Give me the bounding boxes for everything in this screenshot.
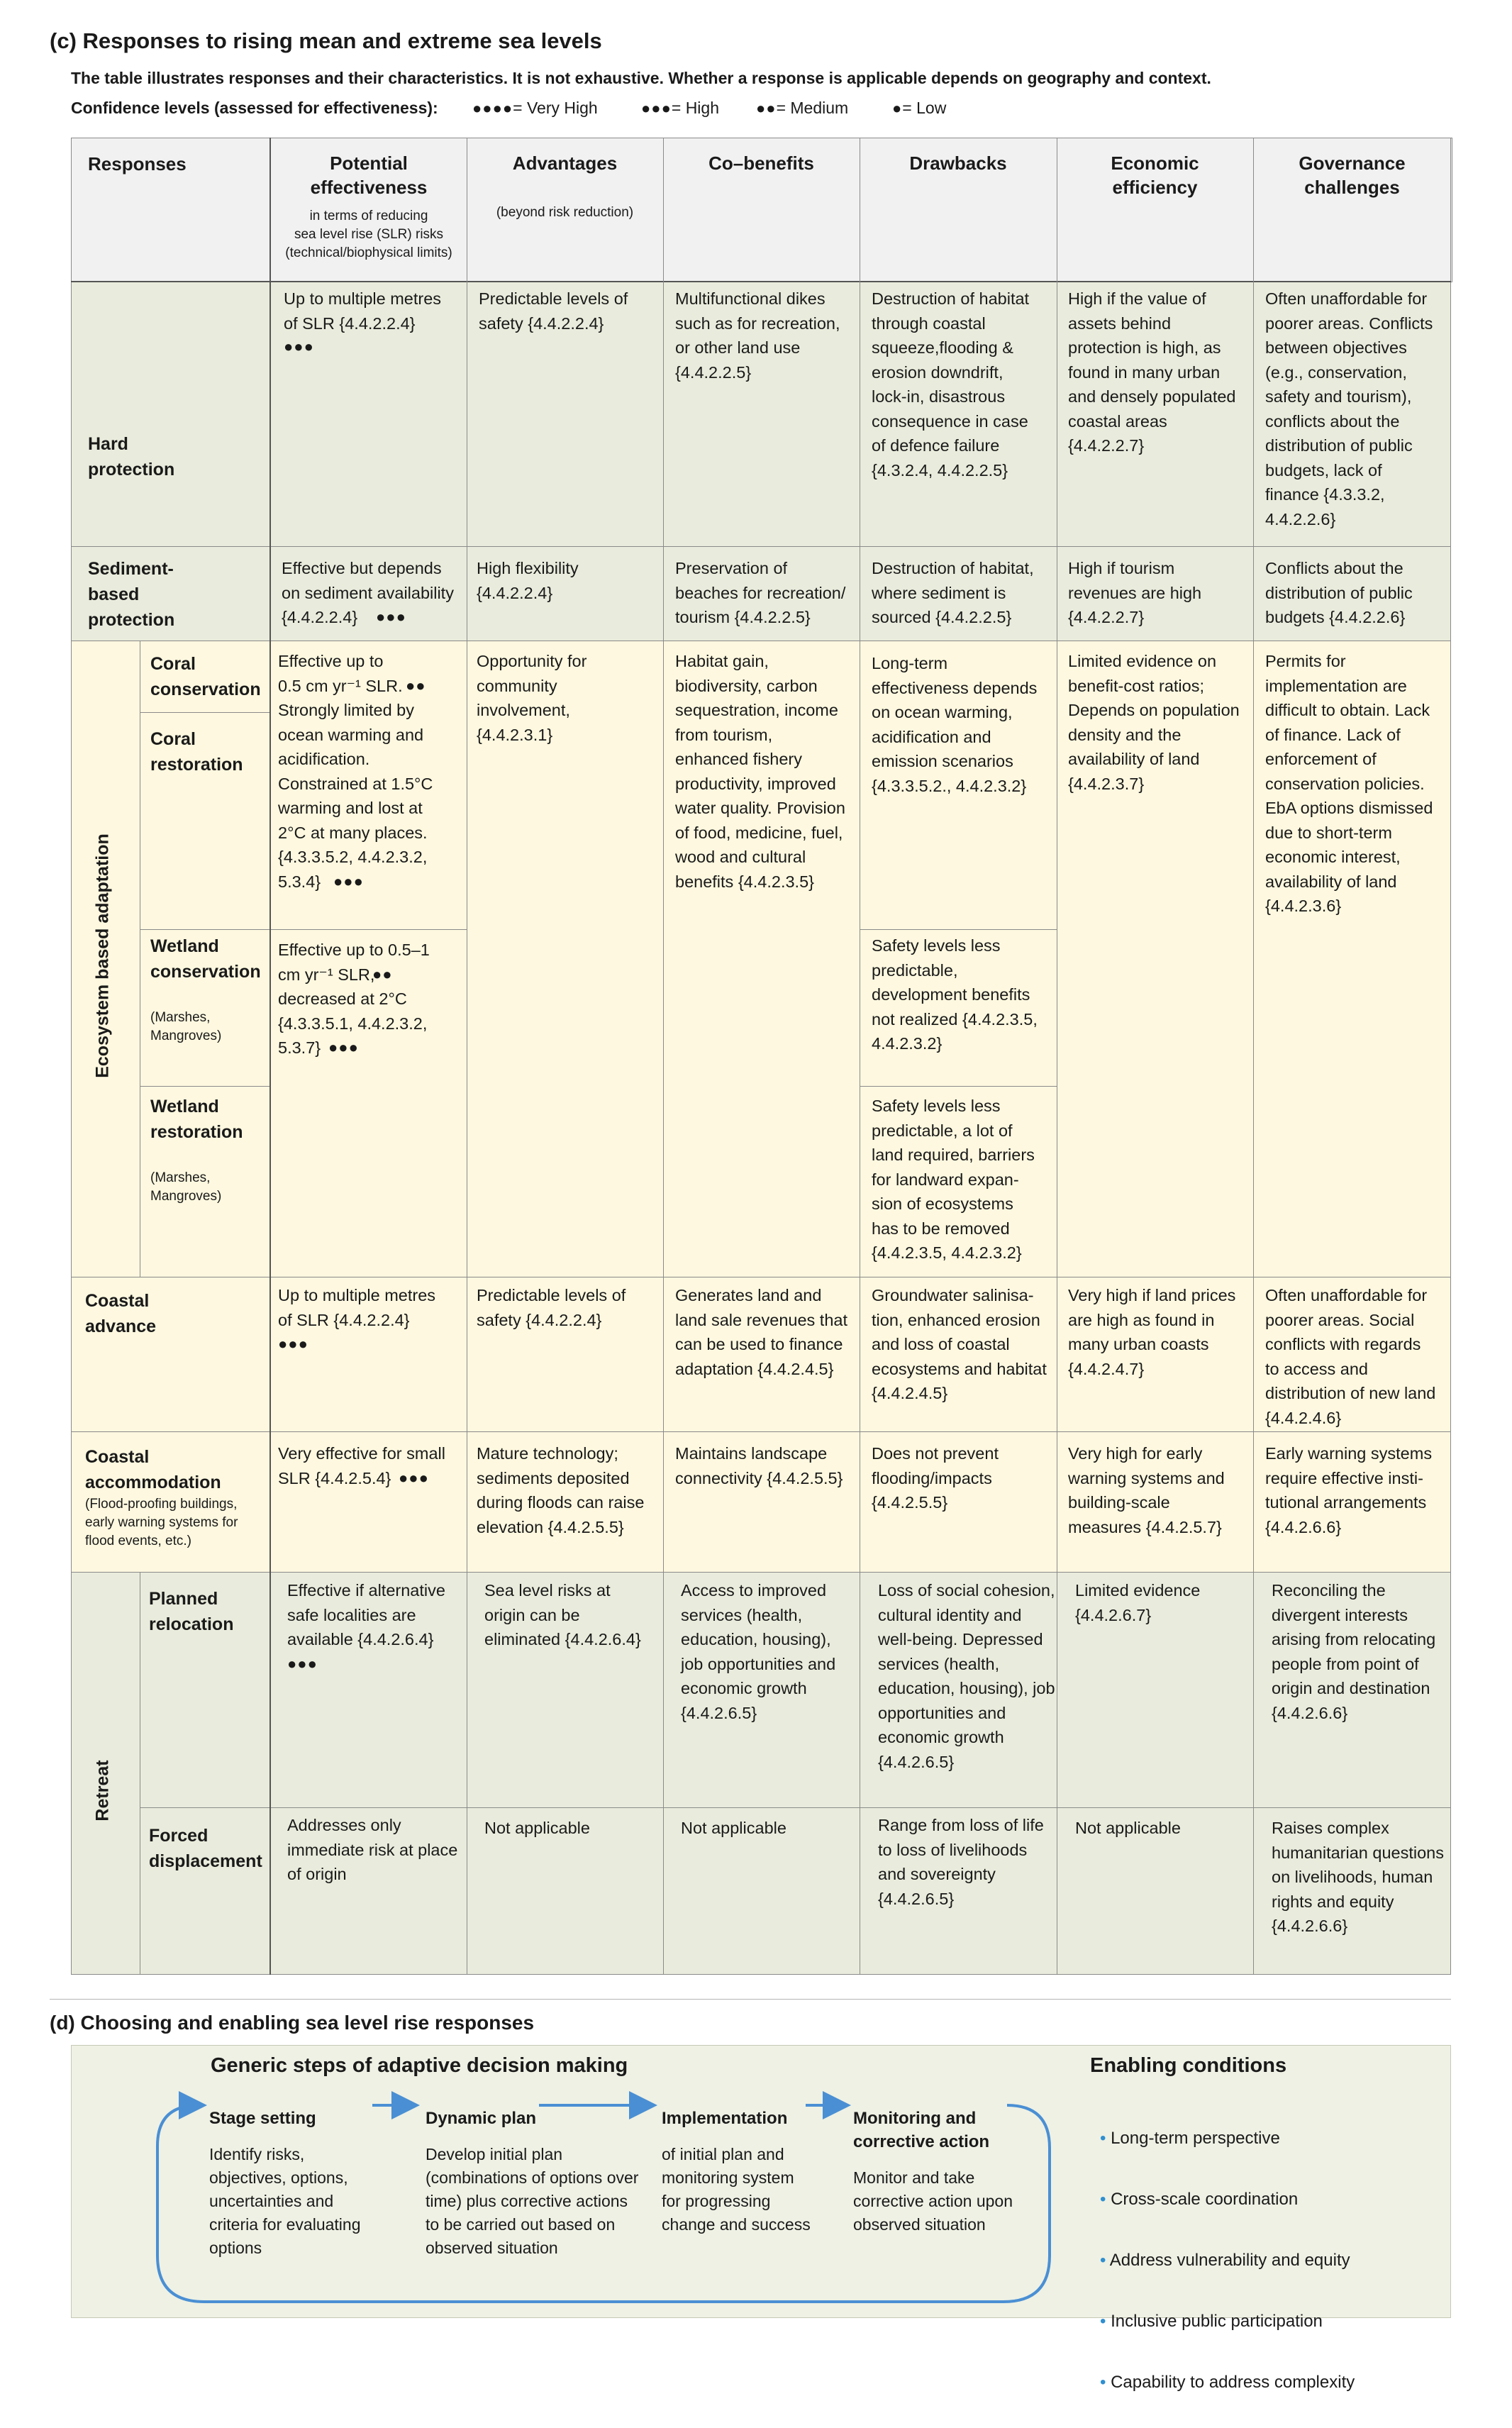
step-monitoring: Monitoring and corrective action Monitor and take corrective action upon observed situation bbox=[853, 2109, 1013, 2234]
legend-medium: ●●= Medium bbox=[756, 99, 849, 117]
eba-cobenefits: Habitat gain, biodiversity, carbon sequestration, income from tourism, enhanced fishery productivity, improved water quality. Provision of food, medicine, fuel, wood and cultural benefits {4.4.2.3.5} bbox=[675, 652, 845, 891]
step-stage-setting: Stage setting Identify risks, objectives, options, uncertainties and criteria for evaluating options bbox=[209, 2109, 361, 2257]
accommodation-governance: Early warning systems require effective insti- tutional arrangements {4.4.2.6.6} bbox=[1265, 1444, 1433, 1536]
wetland-restoration-note: (Marshes, Mangroves) bbox=[150, 1170, 222, 1204]
header-economic: Economic efficiency bbox=[1111, 153, 1199, 198]
accommodation-note: (Flood-proofing buildings, early warning systems for flood events, etc.) bbox=[85, 1497, 238, 1548]
confidence-label: Confidence levels (assessed for effectiveness): bbox=[71, 99, 438, 117]
enabling-conditions-list bbox=[1090, 2092, 1355, 2428]
planned-advantages: Sea level risks at origin can be eliminated {4.4.2.6.4} bbox=[484, 1581, 641, 1648]
advance-drawbacks: Groundwater salinisa- tion, enhanced erosion and loss of coastal ecosystems and habitat {4.4.2.4.5} bbox=[872, 1286, 1047, 1402]
row-label-coral-restoration: Coral restoration bbox=[150, 729, 243, 775]
accommodation-advantages: Mature technology; sediments deposited during floods can raise elevation {4.4.2.5.5} bbox=[477, 1444, 645, 1536]
wetland-confidence-b: ●●● bbox=[328, 1038, 359, 1056]
advance-cobenefits: Generates land and land sale revenues that can be used to finance adaptation {4.4.2.4.5} bbox=[675, 1286, 847, 1378]
row-label-planned-relocation: Planned relocation bbox=[149, 1589, 234, 1634]
header-cobenefits: Co–benefits bbox=[708, 153, 814, 174]
planned-drawbacks: Loss of social cohesion, cultural identity and well-being. Depressed services (health, education, housing), job opportunities and economic growth {4.4.2.6.5} bbox=[878, 1581, 1055, 1771]
enabling-item: • Address vulnerability and equity bbox=[1100, 2251, 1350, 2270]
sediment-governance: Conflicts about the distribution of public budgets {4.4.2.2.6} bbox=[1265, 559, 1413, 626]
row-label-coral-conservation: Coral conservation bbox=[150, 654, 261, 699]
advance-economic: Very high if land prices are high as found in many urban coasts {4.4.2.4.7} bbox=[1068, 1286, 1236, 1378]
row-label-wetland-restoration: Wetland restoration bbox=[150, 1097, 243, 1142]
forced-economic: Not applicable bbox=[1075, 1819, 1181, 1837]
forced-drawbacks: Range from loss of life to loss of livelihoods and sovereignty {4.4.2.6.5} bbox=[878, 1816, 1044, 1908]
enabling-item: • Capability to address complexity bbox=[1100, 2373, 1355, 2392]
planned-governance: Reconciling the divergent interests arising from relocating people from point of origin and destination {4.4.2.6.6} bbox=[1272, 1581, 1436, 1722]
enabling-heading: Enabling conditions bbox=[1090, 2054, 1287, 2077]
coral-effectiveness-detail: Strongly limited by ocean warming and acidification. Constrained at 1.5°C warming and lost at 2°C at many places. {4.3.3.5.2, 4.4.2.3.2, 5.3.4} bbox=[278, 701, 433, 891]
planned-confidence: ●●● bbox=[287, 1655, 318, 1673]
hard-governance: Often unaffordable for poorer areas. Conflicts between objectives (e.g., conservation, safety and tourism), conflicts about the distribution of public budgets, lack of finance {4.3.3.2, 4.4.2.2.6} bbox=[1265, 289, 1433, 528]
steps-heading: Generic steps of adaptive decision making bbox=[211, 2054, 628, 2077]
row-label-forced-displacement: Forced displacement bbox=[149, 1826, 262, 1871]
section-c-intro: The table illustrates responses and their characteristics. It is not exhaustive. Whether a response is applicable depends on geography and context. bbox=[71, 69, 1211, 87]
row-label-coastal-accommodation: Coastal accommodation bbox=[85, 1447, 221, 1492]
planned-effectiveness: Effective if alternative safe localities are available {4.4.2.6.4} bbox=[287, 1581, 445, 1648]
row-label-wetland-conservation: Wetland conservation bbox=[150, 936, 261, 982]
coral-effectiveness: Effective up to 0.5 cm yr⁻¹ SLR. bbox=[278, 652, 403, 695]
sediment-advantages: High flexibility {4.4.2.2.4} bbox=[477, 559, 579, 602]
eba-economic: Limited evidence on benefit-cost ratios; Depends on population density and the availability of land {4.4.2.3.7} bbox=[1068, 652, 1240, 793]
enabling-item: • Cross-scale coordination bbox=[1100, 2190, 1299, 2209]
coral-confidence-a: ●● bbox=[406, 677, 426, 694]
forced-cobenefits: Not applicable bbox=[681, 1819, 786, 1837]
section-c-title: (c) Responses to rising mean and extreme sea levels bbox=[50, 28, 602, 53]
planned-economic: Limited evidence {4.4.2.6.7} bbox=[1075, 1581, 1201, 1624]
sediment-effectiveness: Effective but depends on sediment availability {4.4.2.2.4} bbox=[282, 559, 454, 626]
planned-cobenefits: Access to improved services (health, education, housing), job opportunities and economic growth {4.4.2.6.5} bbox=[681, 1581, 836, 1722]
wetland-effectiveness: Effective up to 0.5–1 cm yr⁻¹ SLR, bbox=[278, 941, 430, 984]
forced-governance: Raises complex humanitarian questions on livelihoods, human rights and equity {4.4.2.6.6} bbox=[1272, 1819, 1444, 1935]
wetland-effectiveness-detail: decreased at 2°C {4.3.3.5.1, 4.4.2.3.2, 5.3.7} bbox=[278, 990, 428, 1057]
enabling-item: • Long-term perspective bbox=[1100, 2129, 1280, 2148]
hard-advantages: Predictable levels of safety {4.4.2.2.4} bbox=[479, 289, 628, 333]
wetland-confidence-a: ●● bbox=[372, 965, 393, 983]
row-label-hard-protection: Hard protection bbox=[88, 434, 175, 479]
group-label-retreat: Retreat bbox=[92, 1760, 113, 1822]
advance-governance: Often unaffordable for poorer areas. Social conflicts with regards to access and distribution of new land {4.4.2.4.6} bbox=[1265, 1286, 1436, 1427]
coral-drawbacks: Long-term effectiveness depends on ocean warming, acidification and emission scenarios {4.3.3.5.2., 4.4.2.3.2} bbox=[872, 654, 1038, 795]
wetland-restoration-drawbacks: Safety levels less predictable, a lot of land required, barriers for landward expan- sion of ecosystems has to be removed {4.4.2.3.5, 4.4.2.3.2} bbox=[872, 1097, 1035, 1262]
advance-advantages: Predictable levels of safety {4.4.2.2.4} bbox=[477, 1286, 626, 1329]
accommodation-drawbacks: Does not prevent flooding/impacts {4.4.2.5.5} bbox=[872, 1444, 999, 1512]
sediment-drawbacks: Destruction of habitat, where sediment is sourced {4.4.2.2.5} bbox=[872, 559, 1034, 626]
step-dynamic-plan: Dynamic plan Develop initial plan (combinations of options over time) plus corrective actions to be carried out based on observed situation bbox=[426, 2109, 639, 2257]
sediment-confidence: ●●● bbox=[376, 608, 406, 626]
enabling-item: • Inclusive public participation bbox=[1100, 2312, 1323, 2331]
sediment-cobenefits: Preservation of beaches for recreation/ tourism {4.4.2.2.5} bbox=[675, 559, 846, 626]
eba-governance: Permits for implementation are difficult to obtain. Lack of finance. Lack of enforcement of conservation policies. EbA options dismissed due to short-term economic interest, availability of land {4.4.2.3.6} bbox=[1265, 652, 1433, 915]
advance-effectiveness: Up to multiple metres of SLR {4.4.2.2.4} bbox=[278, 1286, 436, 1329]
header-drawbacks: Drawbacks bbox=[909, 153, 1007, 174]
wetland-conservation-drawbacks: Safety levels less predictable, development benefits not realized {4.4.2.3.5, 4.4.2.3.2} bbox=[872, 936, 1038, 1053]
step-implementation: Implementation of initial plan and monitoring system for progressing change and success bbox=[662, 2109, 811, 2234]
row-label-sediment: Sediment- based protection bbox=[88, 559, 175, 630]
header-governance: Governance challenges bbox=[1299, 153, 1406, 198]
coral-confidence-b: ●●● bbox=[333, 872, 364, 890]
hard-cobenefits: Multifunctional dikes such as for recreation, or other land use {4.4.2.2.5} bbox=[675, 289, 840, 382]
advance-confidence: ●●● bbox=[278, 1335, 308, 1353]
accommodation-economic: Very high for early warning systems and building-scale measures {4.4.2.5.7} bbox=[1068, 1444, 1225, 1536]
legend-low: ●= Low bbox=[892, 99, 947, 117]
header-responses: Responses bbox=[88, 153, 187, 174]
sediment-economic: High if tourism revenues are high {4.4.2.2.7} bbox=[1068, 559, 1202, 626]
group-label-eba: Ecosystem based adaptation bbox=[92, 833, 113, 1078]
forced-effectiveness: Addresses only immediate risk at place of origin bbox=[287, 1816, 458, 1883]
header-effectiveness: Potential effectiveness bbox=[310, 153, 428, 198]
hard-drawbacks: Destruction of habitat through coastal squeeze,flooding & erosion downdrift, lock-in, disastrous consequence in case of defence failure {4.3.2.4, 4.4.2.2.5} bbox=[872, 289, 1030, 479]
row-label-coastal-advance: Coastal advance bbox=[85, 1291, 157, 1336]
eba-advantages: Opportunity for community involvement, {4.4.2.3.1} bbox=[477, 652, 587, 744]
accommodation-confidence: ●●● bbox=[399, 1469, 429, 1487]
header-advantages-sub: (beyond risk reduction) bbox=[496, 205, 634, 220]
accommodation-cobenefits: Maintains landscape connectivity {4.4.2.5.5} bbox=[675, 1444, 843, 1487]
legend-very-high: ●●●●= Very High bbox=[472, 99, 598, 117]
hard-effectiveness: Up to multiple metres of SLR {4.4.2.2.4} bbox=[284, 289, 442, 333]
hard-confidence: ●●● bbox=[284, 338, 314, 355]
legend-high: ●●●= High bbox=[641, 99, 719, 117]
section-d-title: (d) Choosing and enabling sea level rise responses bbox=[50, 2012, 535, 2034]
hard-economic: High if the value of assets behind protection is high, as found in many urban and densely populated coastal areas {4.4.2.2.7} bbox=[1068, 289, 1236, 455]
header-effectiveness-sub: in terms of reducing sea level rise (SLR) risks (technical/biophysical limits) bbox=[285, 209, 452, 260]
forced-advantages: Not applicable bbox=[484, 1819, 590, 1837]
accommodation-effectiveness: Very effective for small SLR {4.4.2.5.4} bbox=[278, 1444, 445, 1487]
header-advantages: Advantages bbox=[512, 153, 618, 174]
wetland-conservation-note: (Marshes, Mangroves) bbox=[150, 1010, 222, 1043]
